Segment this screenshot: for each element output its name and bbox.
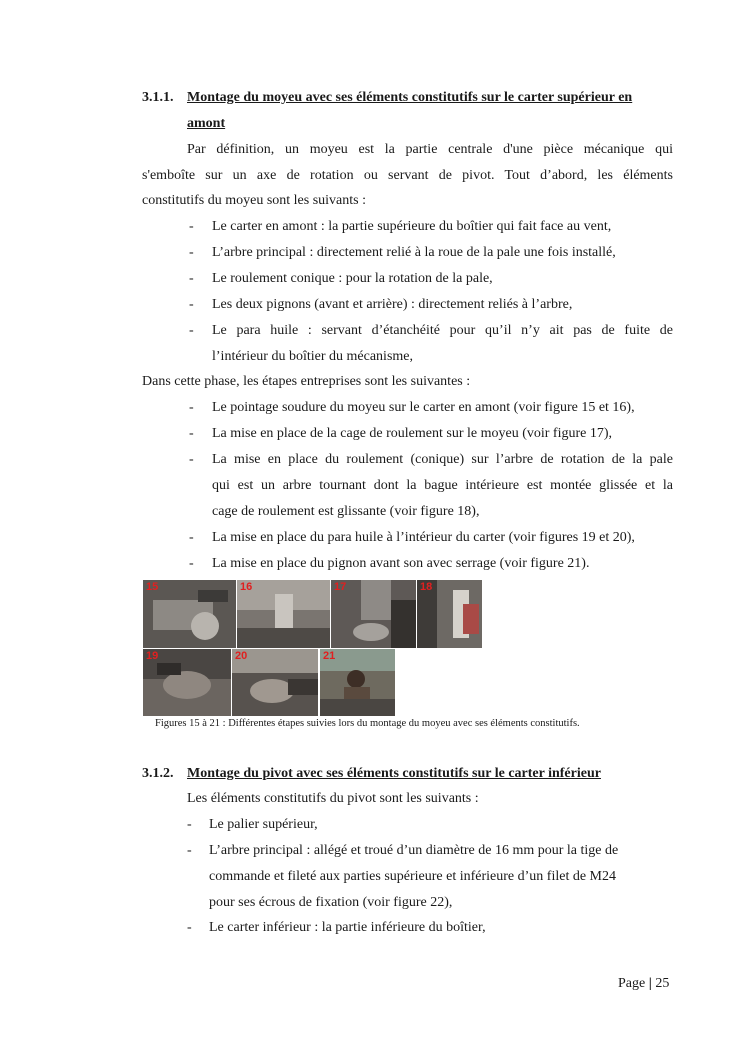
page-footer (618, 976, 669, 992)
step-item: La mise en place du roulement (conique) sur l’arbre de rotation de la pale (212, 452, 673, 467)
section-intro: Les éléments constitutifs du pivot sont les suivants : (187, 791, 479, 806)
step-item: La mise en place de la cage de roulement sur le moyeu (voir figure 17), (212, 426, 613, 441)
list-dash: - (187, 817, 192, 832)
list-item: Le para huile : servant d’étanchéité pour qu’il n’y ait pas de fuite de (212, 323, 673, 338)
list-item: Le carter en amont : la partie supérieure du boîtier qui fait face au vent, (212, 219, 612, 234)
list-dash: - (189, 556, 194, 571)
list-item-continuation: l’intérieur du boîtier du mécanisme, (212, 349, 413, 364)
figure-photo-15 (143, 580, 236, 648)
step-item: Le pointage soudure du moyeu sur le carter en amont (voir figure 15 et 16), (212, 400, 635, 415)
list-item: Les deux pignons (avant et arrière) : directement reliés à l’arbre, (212, 297, 573, 312)
list-dash: - (187, 920, 192, 935)
section-title-line2: amont (187, 116, 226, 131)
section-title: Montage du pivot avec ses éléments constitutifs sur le carter inférieur (187, 766, 601, 781)
list-dash: - (189, 426, 194, 441)
step-item: La mise en place du para huile à l’intérieur du carter (voir figures 19 et 20), (212, 530, 635, 545)
figure-photo-20 (232, 649, 318, 716)
phase-intro: Dans cette phase, les étapes entreprises sont les suivantes : (142, 374, 471, 389)
figure-label: 15 (146, 581, 159, 593)
figure-photo-18 (417, 580, 482, 648)
figure-label: 18 (420, 581, 433, 593)
list-dash: - (189, 271, 194, 286)
list-item-continuation: commande et fileté aux parties supérieure et inférieure d’un filet de M24 (209, 869, 616, 884)
figure-caption: Figures 15 à 21 : Différentes étapes suivies lors du montage du moyeu avec ses éléments constitutifs. (155, 718, 580, 729)
list-item: L’arbre principal : allégé et troué d’un diamètre de 16 mm pour la tige de (209, 843, 619, 858)
list-item: Le carter inférieur : la partie inférieure du boîtier, (209, 920, 486, 935)
list-dash: - (187, 843, 192, 858)
figure-photo-16 (237, 580, 330, 648)
paragraph-line: constitutifs du moyeu sont les suivants : (142, 193, 366, 208)
step-item-continuation: cage de roulement est glissante (voir figure 18), (212, 504, 480, 519)
figure-label: 20 (235, 650, 248, 662)
page-label: Page (618, 976, 646, 991)
list-item-continuation: pour ses écrous de fixation (voir figure 22), (209, 895, 453, 910)
list-dash: - (189, 245, 194, 260)
step-item-continuation: qui est un arbre tournant dont la bague intérieure est montée glissée et la (212, 478, 673, 493)
step-item: La mise en place du pignon avant son avec serrage (voir figure 21). (212, 556, 590, 571)
section-heading-3-1-2 (142, 766, 682, 786)
figure-photo-19 (143, 649, 231, 716)
section-title-line1: Montage du moyeu avec ses éléments constitutifs sur le carter supérieur en (187, 90, 633, 105)
figure-label: 19 (146, 650, 159, 662)
list-dash: - (189, 297, 194, 312)
section-number: 3.1.2. (142, 766, 174, 781)
section-number: 3.1.1. (142, 90, 174, 105)
list-item: L’arbre principal : directement relié à la roue de la pale une fois installé, (212, 245, 616, 260)
list-dash: - (189, 323, 194, 338)
list-dash: - (189, 400, 194, 415)
list-dash: - (189, 452, 194, 467)
figure-photo-17 (331, 580, 416, 648)
paragraph-line: s'emboîte sur un axe de rotation ou servant de pivot. Tout d’abord, les éléments (142, 168, 673, 183)
page-number: 25 (655, 976, 670, 991)
list-dash: - (189, 530, 194, 545)
paragraph-line: Par définition, un moyeu est la partie centrale d'une pièce mécanique qui (187, 142, 673, 157)
page-separator: | (648, 976, 652, 991)
list-dash: - (189, 219, 194, 234)
figure-label: 17 (334, 581, 347, 593)
figure-label: 16 (240, 581, 253, 593)
list-item: Le palier supérieur, (209, 817, 318, 832)
figure-photo-21 (320, 649, 395, 716)
section-heading-3-1-1 (142, 90, 682, 110)
list-item: Le roulement conique : pour la rotation de la pale, (212, 271, 493, 286)
figure-label: 21 (323, 650, 336, 662)
